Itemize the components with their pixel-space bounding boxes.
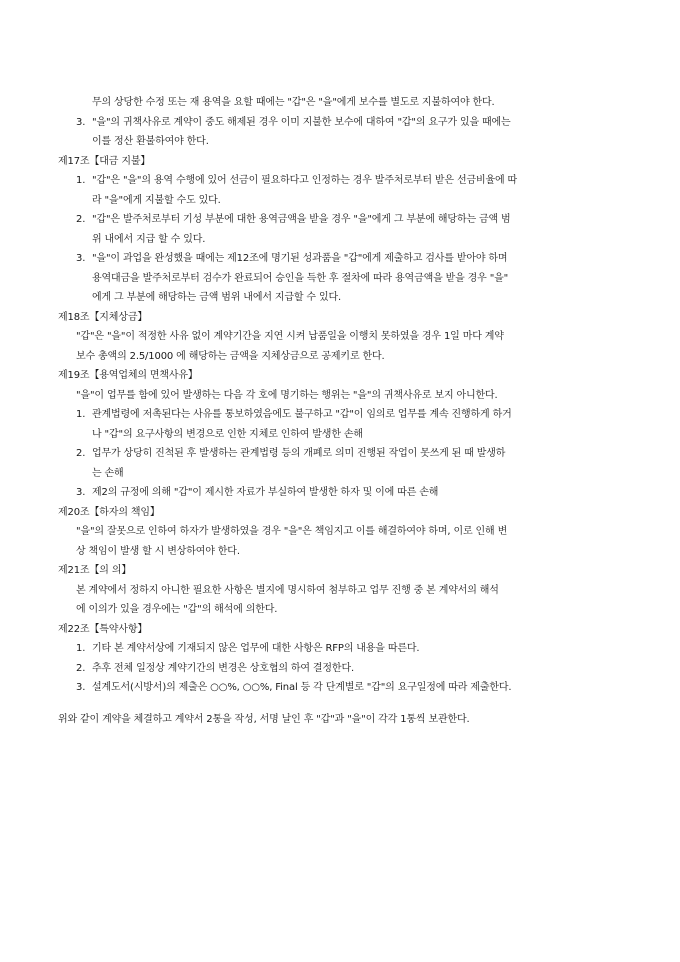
article-body: 보수 총액의 2.5/1000 에 해당하는 금액을 지체상금으로 공제키로 한다. xyxy=(76,350,385,362)
item-number: 1. xyxy=(76,643,86,654)
item-number: 2. xyxy=(76,662,86,674)
item-number: 2. xyxy=(76,448,86,459)
continuation-line: 무의 상당한 수정 또는 재 용역을 요할 때에는 "갑"은 "을"에게 보수를 별도로 지불하여야 한다. xyxy=(92,97,495,108)
article-heading-22: 제22조【특약사항】 xyxy=(58,623,148,635)
article-heading-21: 제21조【의 의】 xyxy=(58,565,132,576)
list-item xyxy=(58,444,620,464)
item-number: 3. xyxy=(76,682,86,693)
article-heading-19: 제19조【용역업체의 면책사유】 xyxy=(58,370,198,381)
article-body: "갑"은 "을"이 적정한 사유 없이 계약기간을 지연 시켜 납품일을 이행치 못하였을 경우 1일 마다 계약 xyxy=(76,331,504,342)
item-number: 3. xyxy=(76,487,86,498)
item-text-cont: 라 "을"에게 지불할 수도 있다. xyxy=(92,194,221,206)
article-body: 상 책임이 발생 할 시 변상하여야 한다. xyxy=(76,545,240,557)
item-text: "갑"은 "을"의 용역 수행에 있어 선금이 필요하다고 인정하는 경우 발주처로부터 받은 선금비율에 따 xyxy=(92,175,518,186)
item-number: 1. xyxy=(76,175,86,186)
item-text: "을"이 과업을 완성했을 때에는 제12조에 명기된 성과품을 "갑"에게 제출하고 검사를 받아야 하며 xyxy=(92,253,508,264)
item-text: 관계법령에 저촉된다는 사유를 통보하였음에도 불구하고 "갑"이 임의로 업무를 계속 진행하게 하거 xyxy=(92,409,512,420)
article-body: 에 이의가 있을 경우에는 "갑"의 해석에 의한다. xyxy=(76,604,278,615)
item-text-cont: 나 "갑"의 요구사항의 변경으로 인한 지체로 인하여 발생한 손해 xyxy=(92,428,363,440)
item-text: 추후 전체 일정상 계약기간의 변경은 상호협의 하여 결정한다. xyxy=(92,662,354,674)
item-number: 3. xyxy=(76,116,86,128)
item-number: 3. xyxy=(76,253,86,264)
contract-text xyxy=(58,93,620,729)
list-item xyxy=(58,405,620,425)
item-text: 기타 본 계약서상에 기재되지 않은 업무에 대한 사항은 RFP의 내용을 따른다. xyxy=(92,643,420,654)
item-text-cont: 이를 정산 환불하여야 한다. xyxy=(92,136,209,147)
list-item xyxy=(58,171,620,191)
item-text: 제2의 규정에 의해 "갑"이 제시한 자료가 부실하여 발생한 하자 및 이에 따른 손해 xyxy=(92,487,439,498)
item-text-cont: 에게 그 부분에 해당하는 금액 범위 내에서 지급할 수 있다. xyxy=(92,292,342,303)
spacer xyxy=(58,698,620,710)
item-text-cont: 용역대금을 발주처로부터 검수가 완료되어 승인을 득한 후 절차에 따라 용역금액을 받을 경우 "을" xyxy=(92,272,509,284)
item-text: "을"의 귀책사유로 계약이 중도 해제된 경우 이미 지불한 보수에 대하여 "갑"의 요구가 있을 때에는 xyxy=(92,116,511,128)
list-item xyxy=(58,483,620,503)
item-text: 설계도서(시방서)의 제출은 ○○%, ○○%, Final 등 각 단계별로 "갑"의 요구일정에 따라 제출한다. xyxy=(92,682,512,693)
item-text-cont: 는 손해 xyxy=(92,467,124,479)
item-number: 1. xyxy=(76,409,86,420)
item-number: 2. xyxy=(76,214,86,225)
list-item xyxy=(58,113,620,133)
article-body: "을"의 잘못으로 인하여 하자가 발생하였을 경우 "을"은 책임지고 이를 해결하여야 하며, 이로 인해 변 xyxy=(76,526,508,537)
list-item xyxy=(58,659,620,679)
item-text: "갑"은 발주처로부터 기성 부분에 대한 용역금액을 받을 경우 "을"에게 그 부분에 해당하는 금액 범 xyxy=(92,214,511,225)
article-heading-18: 제18조【지체상금】 xyxy=(58,311,148,323)
item-text: 업무가 상당히 진척된 후 발생하는 관계법령 등의 개폐로 의미 진행된 작업이 못쓰게 된 때 발생하 xyxy=(92,448,506,459)
item-text-cont: 위 내에서 지급 할 수 있다. xyxy=(92,233,206,245)
article-heading-17: 제17조【대금 지불】 xyxy=(58,155,151,167)
list-item xyxy=(58,249,620,269)
list-item xyxy=(58,639,620,659)
article-body: 본 계약에서 정하지 아니한 필요한 사항은 별지에 명시하여 첨부하고 업무 진행 중 본 계약서의 해석 xyxy=(76,584,499,596)
article-heading-20: 제20조【하자의 책임】 xyxy=(58,506,160,518)
list-item xyxy=(58,210,620,230)
article-body: "을"이 업무를 함에 있어 발생하는 다음 각 호에 명기하는 행위는 "을"의 귀책사유로 보지 아니한다. xyxy=(76,389,498,401)
closing-statement: 위와 같이 계약을 체결하고 계약서 2통을 작성, 서명 날인 후 "갑"과 "을"이 각각 1통씩 보관한다. xyxy=(58,713,470,725)
list-item xyxy=(58,678,620,698)
